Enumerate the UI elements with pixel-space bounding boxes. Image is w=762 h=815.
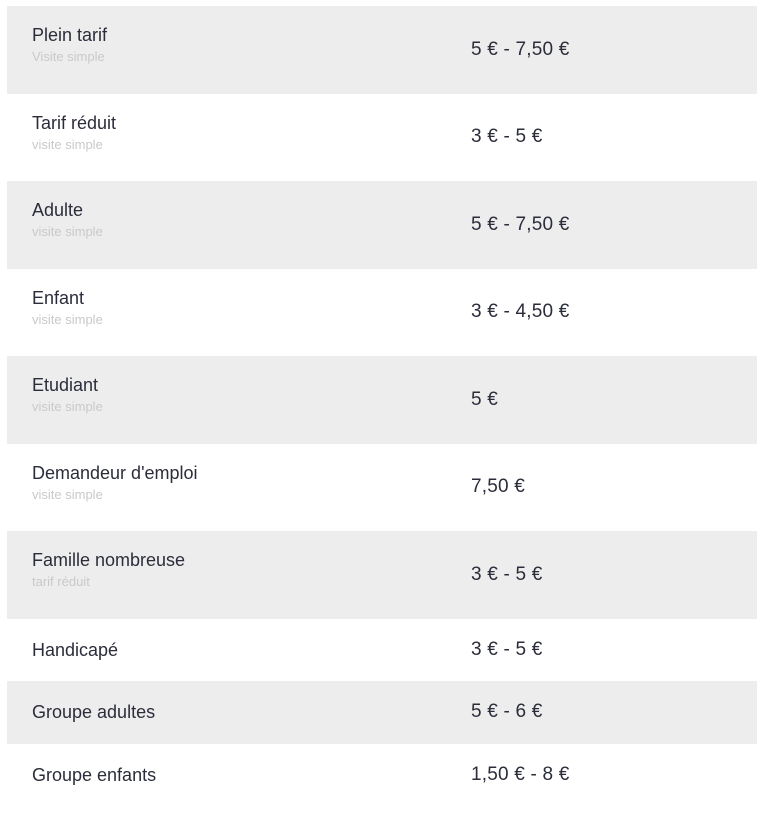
row-label xyxy=(32,199,471,240)
rate-name: Tarif réduit xyxy=(32,112,117,133)
rate-name: Enfant xyxy=(32,287,85,308)
table-row xyxy=(7,531,757,619)
rate-price: 3 € - 5 € xyxy=(471,638,543,660)
rate-name: Etudiant xyxy=(32,375,99,396)
rate-name: Famille nombreuse xyxy=(32,550,186,571)
rate-price: 3 € - 4,50 € xyxy=(471,301,570,323)
rate-price: 5 € - 7,50 € xyxy=(471,213,570,235)
rate-subtitle: visite simple xyxy=(32,486,103,502)
row-label xyxy=(32,764,471,786)
rate-price: 1,50 € - 8 € xyxy=(471,763,570,785)
rate-price: 5 € - 6 € xyxy=(471,701,543,723)
table-row xyxy=(7,181,757,269)
table-row xyxy=(7,681,757,744)
row-label xyxy=(32,701,471,723)
row-label xyxy=(32,549,471,590)
row-label xyxy=(32,639,471,661)
rate-name: Groupe adultes xyxy=(32,702,156,723)
table-row xyxy=(7,444,757,532)
rate-subtitle: visite simple xyxy=(32,224,103,240)
rate-name: Adulte xyxy=(32,200,84,221)
row-label xyxy=(32,462,471,503)
rate-name: Plein tarif xyxy=(32,25,108,46)
rate-price: 5 € - 7,50 € xyxy=(471,38,570,60)
row-label xyxy=(32,374,471,415)
table-row xyxy=(7,619,757,682)
rate-subtitle: tarif réduit xyxy=(32,574,90,590)
rate-price: 7,50 € xyxy=(471,476,526,498)
price-table xyxy=(7,6,757,806)
rate-subtitle: visite simple xyxy=(32,136,103,152)
rate-subtitle: visite simple xyxy=(32,311,103,327)
row-label xyxy=(32,24,471,65)
rate-name: Groupe enfants xyxy=(32,764,157,785)
table-row xyxy=(7,269,757,357)
rate-name: Handicapé xyxy=(32,639,119,660)
row-label xyxy=(32,287,471,328)
rate-price: 5 € xyxy=(471,388,499,410)
rate-subtitle: visite simple xyxy=(32,399,103,415)
table-row xyxy=(7,744,757,807)
table-row xyxy=(7,6,757,94)
row-label xyxy=(32,112,471,153)
table-row xyxy=(7,356,757,444)
rate-name: Demandeur d'emploi xyxy=(32,462,198,483)
table-row xyxy=(7,94,757,182)
rate-price: 3 € - 5 € xyxy=(471,563,543,585)
rate-subtitle: Visite simple xyxy=(32,49,105,65)
rate-price: 3 € - 5 € xyxy=(471,126,543,148)
